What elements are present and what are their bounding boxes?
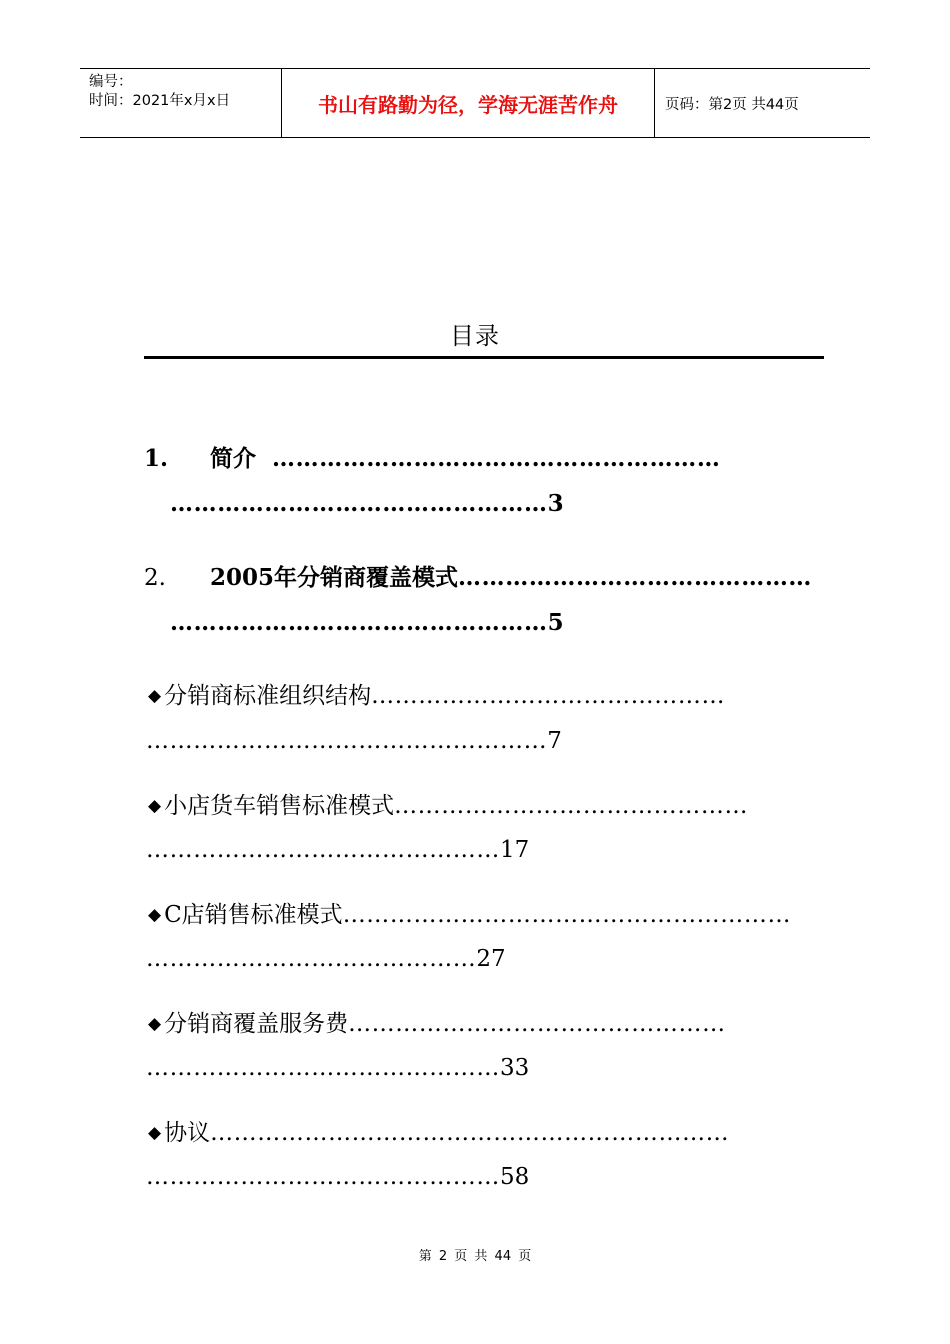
toc-page-number: 27: [476, 946, 506, 972]
toc-entry-label: 简介: [210, 445, 256, 472]
toc-entry-org-structure[interactable]: [148, 677, 725, 710]
toc-entry-number: 1.: [144, 445, 169, 472]
toc-page-number: 5: [547, 609, 564, 636]
toc-entry-agreement-continuation: [146, 1164, 529, 1190]
toc-entry-label: 小店货车销售标准模式: [164, 793, 395, 819]
toc-entry-label: 2005年分销商覆盖模式: [210, 564, 459, 591]
time-label: 时间：2021年x月x日: [89, 93, 231, 109]
toc-leader-dots: …………………………………………………: [272, 445, 721, 472]
toc-entry-small-store-truck-continuation: [146, 837, 529, 863]
diamond-bullet-icon: ◆: [148, 686, 162, 706]
toc-page-number: 7: [547, 728, 562, 754]
header-page-info: 页码：第2页 共44页: [665, 96, 799, 113]
toc-page-number: 33: [500, 1055, 530, 1081]
title-divider: [144, 356, 824, 359]
toc-leader-dots: …………………………………………: [170, 490, 548, 517]
toc-leader-dots: ………………………………………: [371, 683, 726, 709]
toc-entry-org-structure-continuation: [146, 728, 562, 754]
toc-entry-intro-continuation: [170, 490, 564, 517]
toc-entry-agreement[interactable]: [148, 1114, 729, 1147]
toc-entry-label: 分销商覆盖服务费: [164, 1011, 349, 1037]
diamond-bullet-icon: ◆: [148, 1123, 162, 1143]
toc-page-number: 3: [547, 490, 564, 517]
toc-entry-service-fee-continuation: [146, 1055, 529, 1081]
toc-entry-small-store-truck[interactable]: [148, 787, 748, 820]
toc-entry-label: 协议: [164, 1120, 211, 1146]
toc-leader-dots: ………………………………………: [394, 793, 749, 819]
diamond-bullet-icon: ◆: [148, 905, 162, 925]
toc-entry-number: 2.: [144, 565, 166, 591]
toc-entry-intro[interactable]: [144, 440, 720, 473]
toc-entry-service-fee[interactable]: [148, 1005, 726, 1038]
toc-leader-dots: ………………………………………: [146, 837, 500, 863]
header-info-cell: [80, 69, 282, 137]
diamond-bullet-icon: ◆: [148, 1014, 162, 1034]
toc-leader-dots: ………………………………………: [146, 1055, 500, 1081]
toc-leader-dots: ……………………………………: [146, 946, 477, 972]
toc-entry-label: 分销商标准组织结构: [164, 683, 372, 709]
toc-entry-c-store[interactable]: [148, 896, 791, 929]
toc-leader-dots: …………………………………………………: [342, 902, 792, 928]
toc-leader-dots: …………………………………………: [170, 609, 548, 636]
page-footer: 第 2 页 共 44 页: [418, 1249, 532, 1264]
toc-entry-coverage-model[interactable]: [144, 559, 812, 592]
toc-title: 目录: [450, 322, 500, 350]
toc-leader-dots: ……………………………………………: [146, 728, 548, 754]
number-label: 编号：: [89, 74, 133, 90]
toc-leader-dots: ………………………………………: [146, 1164, 500, 1190]
toc-leader-dots: …………………………………………: [348, 1011, 726, 1037]
toc-entry-coverage-model-continuation: [170, 609, 564, 636]
toc-leader-dots: …………………………………………………………: [210, 1120, 730, 1146]
toc-page-number: 58: [500, 1164, 530, 1190]
diamond-bullet-icon: ◆: [148, 796, 162, 816]
toc-page-number: 17: [500, 837, 530, 863]
page-header: [80, 68, 870, 138]
header-motto: 书山有路勤为径，学海无涯苦作舟: [282, 69, 655, 137]
toc-entry-label: C店销售标准模式: [164, 902, 343, 928]
toc-leader-dots: ………………………………………: [458, 564, 813, 591]
toc-entry-c-store-continuation: [146, 946, 506, 972]
